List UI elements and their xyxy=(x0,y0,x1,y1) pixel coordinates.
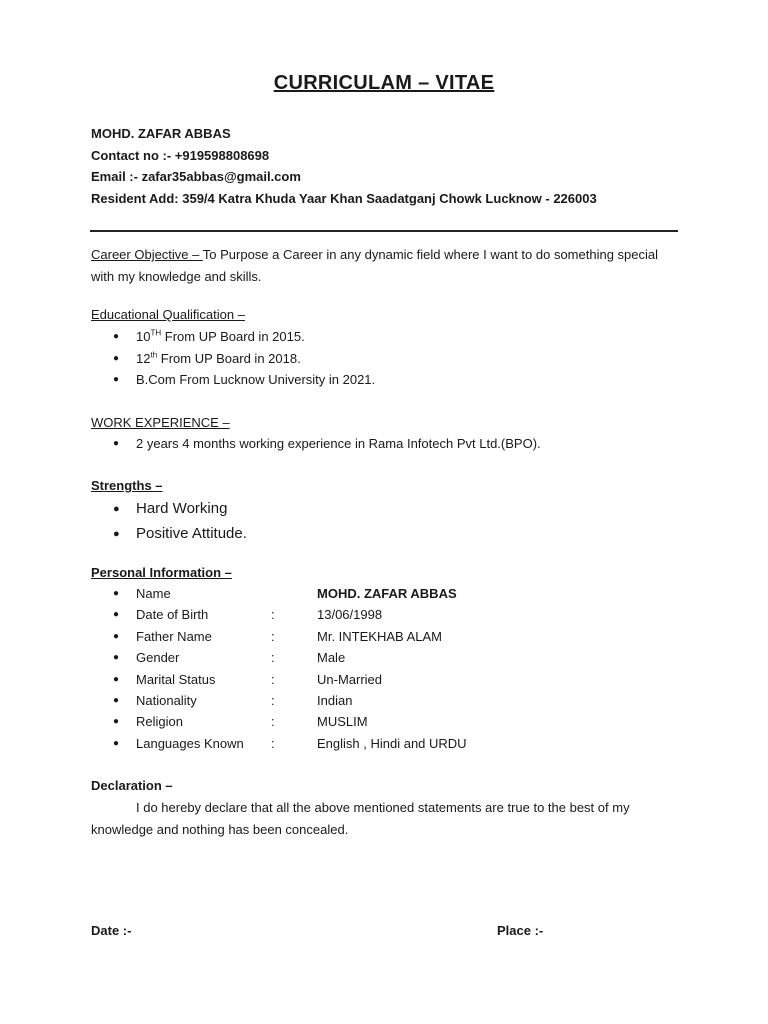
declaration-heading: Declaration – xyxy=(91,778,173,793)
career-objective-text: To Purpose a Career in any dynamic field where I want to do something special with my knowledge and skills. xyxy=(91,247,659,284)
personal-info-value: Indian xyxy=(317,693,353,708)
career-objective xyxy=(91,244,681,288)
education-heading: Educational Qualification – xyxy=(91,307,245,322)
bullet-icon: ● xyxy=(113,716,120,728)
place-label: Place :- xyxy=(497,923,544,938)
declaration-text: I do hereby declare that all the above mentioned statements are true to the best of my knowledge and nothing has been concealed. xyxy=(91,800,630,837)
education-item-base: 10 xyxy=(136,329,151,344)
bullet-icon: ● xyxy=(113,588,120,599)
bullet-icon: ● xyxy=(113,737,120,749)
personal-info-label: Date of Birth xyxy=(136,607,209,623)
bullet-icon: ● xyxy=(113,374,120,385)
personal-info-colon: : xyxy=(271,628,275,644)
contact-number: Contact no :- +919598808698 xyxy=(91,148,270,163)
personal-info-label: Languages Known xyxy=(136,735,244,751)
personal-heading: Personal Information – xyxy=(91,565,232,580)
bullet-icon: ● xyxy=(113,438,120,449)
bullet-icon: ● xyxy=(113,331,120,342)
education-item-text xyxy=(136,348,301,369)
education-item-sup: TH xyxy=(150,328,162,338)
personal-info-colon: : xyxy=(271,607,275,623)
date-label: Date :- xyxy=(91,923,132,938)
work-heading: WORK EXPERIENCE – xyxy=(91,415,230,430)
personal-info-value: MOHD. ZAFAR ABBAS xyxy=(317,586,457,601)
personal-info-colon: : xyxy=(271,650,275,666)
work-item-text: 2 years 4 months working experience in Rama Infotech Pvt Ltd.(BPO). xyxy=(136,436,541,451)
education-item-base: 12 xyxy=(136,350,151,366)
email-address: Email :- zafar35abbas@gmail.com xyxy=(91,169,301,184)
strengths-heading: Strengths – xyxy=(91,478,163,493)
personal-info-value: Un-Married xyxy=(317,671,383,687)
resident-address: Resident Add: 359/4 Katra Khuda Yaar Khan Saadatganj Chowk Lucknow - 226003 xyxy=(91,191,597,206)
personal-info-label: Religion xyxy=(136,714,183,730)
bullet-icon: ● xyxy=(113,652,120,664)
personal-info-label: Marital Status xyxy=(136,671,216,687)
education-item-rest: From UP Board in 2015. xyxy=(161,329,305,344)
personal-info-label: Name xyxy=(136,586,171,601)
bullet-icon: ● xyxy=(113,673,120,685)
personal-info-value: MUSLIM xyxy=(317,714,368,730)
personal-info-label: Gender xyxy=(136,650,180,666)
strength-item-text: Hard Working xyxy=(136,500,228,517)
bullet-icon: ● xyxy=(113,609,120,621)
personal-info-value: 13/06/1998 xyxy=(317,607,383,623)
education-item-text xyxy=(136,326,305,347)
bullet-icon: ● xyxy=(113,528,120,540)
personal-info-value: English , Hindi and URDU xyxy=(317,735,467,751)
personal-info-value: Mr. INTEKHAB ALAM xyxy=(317,628,442,644)
education-item-rest: From UP Board in 2018. xyxy=(157,350,301,366)
career-objective-heading: Career Objective – xyxy=(91,247,203,262)
personal-info-value: Male xyxy=(317,650,346,666)
candidate-name: MOHD. ZAFAR ABBAS xyxy=(91,126,231,141)
bullet-icon: ● xyxy=(113,352,120,364)
education-item-sup: th xyxy=(150,350,158,360)
bullet-icon: ● xyxy=(113,695,120,706)
education-item-text xyxy=(136,369,375,390)
personal-info-label: Father Name xyxy=(136,628,212,644)
education-item-base: B.Com From Lucknow University in 2021. xyxy=(136,372,376,387)
document-title: CURRICULAM – VITAE xyxy=(273,72,495,94)
personal-info-colon: : xyxy=(271,693,275,708)
bullet-icon: ● xyxy=(113,630,120,642)
personal-info-colon: : xyxy=(271,671,275,687)
personal-info-label: Nationality xyxy=(136,693,197,708)
header-divider xyxy=(90,230,678,232)
strength-item-text: Positive Attitude. xyxy=(136,525,247,542)
personal-info-colon: : xyxy=(271,714,275,730)
bullet-icon: ● xyxy=(113,503,120,515)
personal-info-colon: : xyxy=(271,735,275,751)
